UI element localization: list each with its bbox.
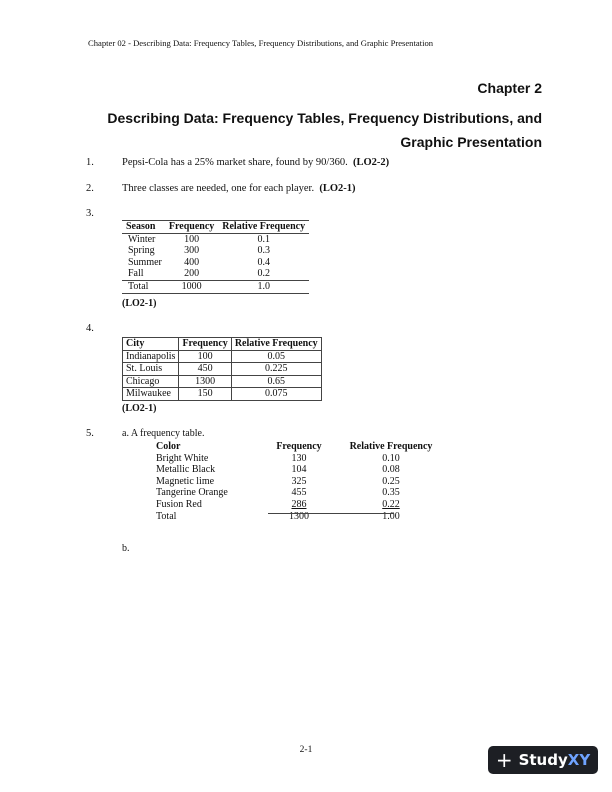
table-row (123, 363, 322, 376)
table-row (156, 476, 446, 488)
column-header: Relative Frequency (231, 338, 321, 351)
brand-name: Study (518, 751, 568, 769)
table-row (156, 464, 446, 476)
table-row (156, 453, 446, 465)
table-cell: 0.08 (382, 464, 400, 476)
table-total-row (122, 280, 309, 293)
table-cell: 100 (184, 233, 200, 245)
table-divider (268, 513, 394, 514)
chapter-title-line-1: Describing Data: Frequency Tables, Frequency Distributions, and (107, 110, 542, 126)
table-row (123, 375, 322, 388)
page-number: 2-1 (299, 745, 313, 755)
table-cell: 0.65 (231, 375, 321, 388)
studyxy-badge[interactable] (488, 746, 598, 774)
table-row (156, 487, 446, 499)
table-row (122, 257, 309, 269)
table-cell: 286 (291, 498, 307, 510)
table-cell: Spring (128, 245, 155, 257)
item-3-lo: (LO2-1) (122, 298, 157, 309)
table-row (122, 245, 309, 257)
table-cell: 200 (184, 268, 200, 280)
table-row (122, 268, 309, 280)
column-header: Season (122, 221, 165, 234)
item-1-answer: Pepsi-Cola has a 25% market share, found by 90/360. (122, 157, 348, 168)
table-cell: Fall (128, 268, 144, 280)
item-5-part-b: b. (122, 543, 130, 554)
table-cell: Total (156, 510, 177, 522)
table-cell: Bright White (156, 452, 209, 464)
item-1-number: 1. (86, 157, 94, 168)
table-cell: 325 (291, 475, 307, 487)
table-cell: Fusion Red (156, 498, 202, 510)
table-cell: Summer (128, 256, 162, 268)
table-header-row (156, 441, 446, 453)
city-frequency-table (122, 337, 322, 401)
item-5-part-a: a. A frequency table. (122, 428, 205, 439)
item-3-number: 3. (86, 208, 94, 219)
column-header: City (123, 338, 179, 351)
item-5-number: 5. (86, 428, 94, 439)
chapter-title-line-2: Graphic Presentation (400, 134, 542, 150)
table-cell: 0.4 (257, 256, 270, 268)
table-cell: Indianapolis (123, 350, 179, 363)
table-row (123, 388, 322, 401)
table-cell: Metallic Black (156, 464, 216, 476)
table-cell: Milwaukee (123, 388, 179, 401)
item-4-lo: (LO2-1) (122, 403, 157, 414)
column-header: Frequency (179, 338, 231, 351)
table-cell: 0.225 (231, 363, 321, 376)
table-cell: 400 (184, 256, 200, 268)
table-cell: Tangerine Orange (156, 487, 228, 499)
color-frequency-table (156, 441, 446, 522)
column-header: Color (156, 441, 181, 452)
table-cell: Chicago (123, 375, 179, 388)
item-2-answer: Three classes are needed, one for each player. (122, 183, 315, 194)
table-cell: 0.05 (231, 350, 321, 363)
table-cell: 0.10 (382, 452, 400, 464)
table-cell: Winter (128, 233, 156, 245)
table-header-row (123, 338, 322, 351)
table-header-row (122, 221, 309, 234)
season-frequency-table (122, 220, 309, 294)
brand-name-accent: XY (567, 751, 591, 769)
item-2-number: 2. (86, 183, 94, 194)
table-cell: 455 (291, 487, 307, 499)
table-row (122, 233, 309, 245)
table-cell: 0.35 (382, 487, 400, 499)
table-cell: 1300 (179, 375, 231, 388)
running-header: Chapter 02 - Describing Data: Frequency Tables, Frequency Distributions, and Graphic Presentation (88, 38, 434, 48)
chapter-number: Chapter 2 (477, 80, 542, 96)
item-2-text (122, 183, 356, 194)
column-header: Frequency (276, 441, 322, 452)
item-2-lo: (LO2-1) (319, 183, 356, 194)
table-cell: 0.22 (382, 498, 400, 510)
table-cell: 150 (179, 388, 231, 401)
column-header: Relative Frequency (218, 221, 309, 234)
chapter-title (62, 106, 542, 154)
table-row (123, 350, 322, 363)
item-1-text (122, 157, 389, 168)
table-cell: 0.075 (231, 388, 321, 401)
table-cell: 1300 (289, 510, 309, 522)
table-cell: 1.00 (382, 510, 400, 522)
column-header: Frequency (165, 221, 218, 234)
table-cell: St. Louis (123, 363, 179, 376)
table-row (156, 499, 446, 511)
item-1-lo: (LO2-2) (352, 157, 390, 168)
table-cell: Total (122, 280, 165, 293)
table-cell: 104 (291, 464, 307, 476)
table-cell: 300 (184, 245, 200, 257)
table-cell: 130 (291, 452, 307, 464)
table-cell: 100 (179, 350, 231, 363)
table-cell: Magnetic lime (156, 475, 215, 487)
table-cell: 1.0 (218, 280, 309, 293)
table-cell: 0.25 (382, 475, 400, 487)
column-header: Relative Frequency (349, 441, 433, 452)
table-cell: 0.2 (257, 268, 270, 280)
table-cell: 450 (179, 363, 231, 376)
table-cell: 0.3 (257, 245, 270, 257)
plus-icon: + (495, 748, 513, 772)
item-4-number: 4. (86, 323, 94, 334)
table-cell: 1000 (165, 280, 218, 293)
table-cell: 0.1 (257, 233, 270, 245)
